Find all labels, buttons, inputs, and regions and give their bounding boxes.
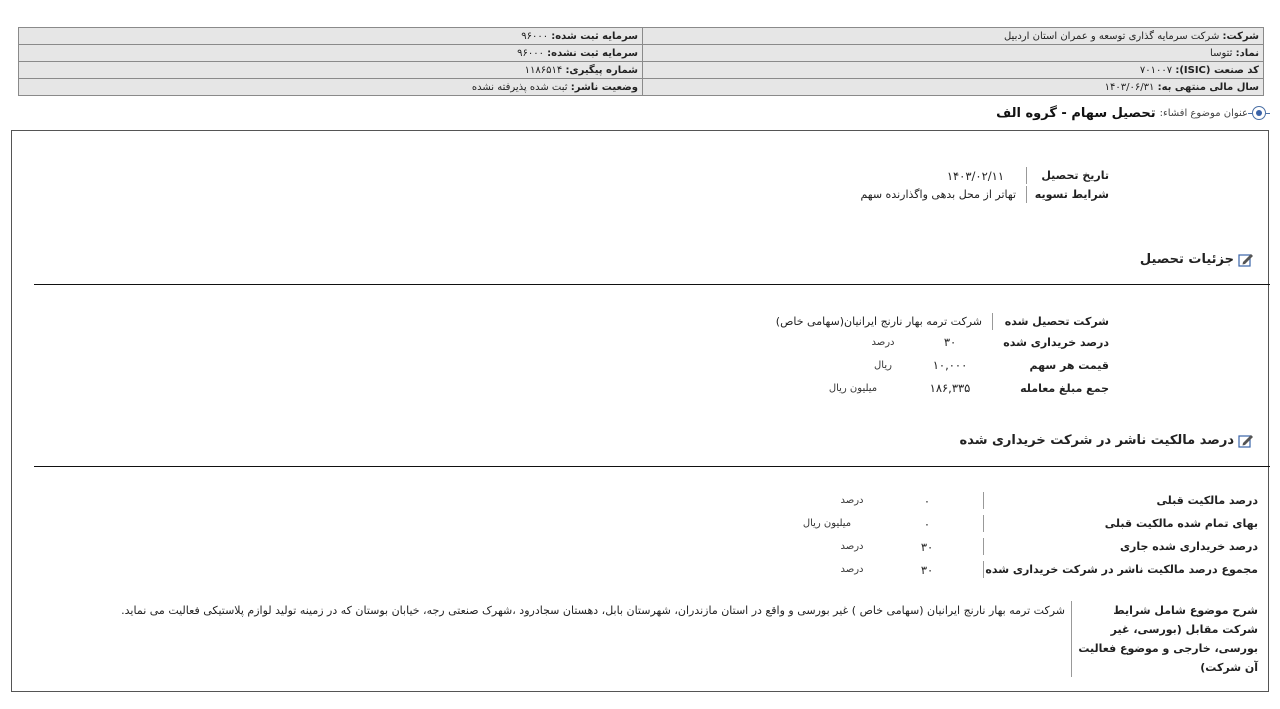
disclosure-box: [11, 130, 1269, 692]
symbol-value: ثتوسا: [1210, 47, 1233, 59]
tracking-cell: شماره پیگیری: ۱۱۸۶۵۱۴: [19, 62, 643, 79]
previous-cost-value: ۰: [923, 516, 931, 531]
previous-ownership-value: ۰: [923, 493, 931, 508]
subject-title: تحصیل سهام - گروه الف: [996, 105, 1156, 121]
divider: [34, 284, 1270, 285]
section-ownership-title: درصد مالکیت ناشر در شرکت خریداری شده: [959, 433, 1234, 448]
settlement-value: تهاتر از محل بدهی واگذارنده سهم: [860, 188, 1016, 201]
publisher-status-cell: وضعیت ناشر: ثبت شده پذیرفته نشده: [19, 79, 643, 96]
radio-bullet-icon: [1252, 106, 1266, 120]
acquired-company-row: شرکت تحصیل شده شرکت ترمه بهار نارنج ایرانیان(سهامی خاص): [775, 315, 1109, 328]
acquisition-date-row: [947, 167, 1109, 184]
fiscal-year-cell: سال مالی منتهی به: ۱۴۰۳/۰۶/۳۱: [643, 79, 1264, 96]
acquired-company-value: شرکت ترمه بهار نارنج ایرانیان(سهامی خاص): [775, 315, 982, 328]
total-amount-row: جمع مبلغ معامله ۱۸۶,۳۳۵ میلیون ریال: [828, 381, 1109, 395]
description-value: شرکت ترمه بهار نارنج ایرانیان (سهامی خاص ) غیر بورسی و واقع در استان مازندران، شهرستان بابل، دهستان سجادرود ،شهرک صنعتی رجه، خیابان بوستان که در زمینه تولید لوازم پلاستیکی فعالیت می نماید.: [121, 604, 1065, 617]
symbol-cell: نماد: ثتوسا: [643, 45, 1264, 62]
section-ownership: [960, 433, 1254, 448]
percent-purchased-row: درصد خریداری شده ۳۰ درصد: [871, 335, 1109, 349]
previous-cost-row: بهای تمام شده مالکیت قبلی ۰ میلیون ریال: [802, 516, 1258, 531]
counterparty-description: [25, 601, 1258, 677]
fiscal-year-value: ۱۴۰۳/۰۶/۳۱: [1104, 81, 1155, 93]
registered-capital-cell: سرمایه ثبت شده: ۹۶۰۰۰: [19, 28, 643, 45]
disclosure-subject: [996, 104, 1266, 122]
tracking-value: ۱۱۸۶۵۱۴: [524, 64, 563, 76]
share-price-row: قیمت هر سهم ۱۰,۰۰۰ ریال: [874, 358, 1109, 372]
edit-note-icon: [1238, 252, 1254, 267]
subject-label: عنوان موضوع افشاء:: [1159, 107, 1248, 119]
settlement-row: [860, 186, 1109, 203]
section-acquisition-details: [1140, 252, 1254, 267]
total-ownership-row: مجموع درصد مالکیت ناشر در شرکت خریداری شده ۳۰ درصد: [840, 562, 1258, 577]
total-amount-value: ۱۸۶,۳۳۵: [929, 381, 971, 395]
company-value: شرکت سرمایه گذاری توسعه و عمران استان اردبیل: [1003, 30, 1220, 42]
settlement-label: شرایط تسویه: [1034, 188, 1109, 201]
registered-capital-value: ۹۶۰۰۰: [521, 30, 549, 42]
acquisition-date-value: ۱۴۰۳/۰۲/۱۱: [946, 168, 1004, 183]
publisher-status-value: ثبت شده پذیرفته نشده: [471, 81, 568, 93]
previous-ownership-row: درصد مالکیت قبلی ۰ درصد: [840, 493, 1258, 508]
company-cell: شرکت: شرکت سرمایه گذاری توسعه و عمران استان اردبیل: [643, 28, 1264, 45]
description-label: شرح موضوع شامل شرایط شرکت مقابل (بورسی، غیر بورسی، خارجی و موضوع فعالیت آن شرکت): [1071, 601, 1258, 677]
unregistered-capital-cell: سرمایه ثبت نشده: ۹۶۰۰۰: [19, 45, 643, 62]
isic-value: ۷۰۱۰۰۷: [1139, 64, 1173, 76]
total-ownership-value: ۳۰: [920, 562, 934, 577]
current-purchase-row: درصد خریداری شده جاری ۳۰ درصد: [840, 539, 1258, 554]
unregistered-capital-value: ۹۶۰۰۰: [517, 47, 544, 59]
share-price-value: ۱۰,۰۰۰: [932, 358, 968, 372]
divider: [34, 466, 1270, 467]
current-purchase-value: ۳۰: [920, 539, 934, 554]
edit-note-icon: [1238, 433, 1254, 448]
acquisition-date-label: تاریخ تحصیل: [1041, 169, 1109, 182]
section-acquisition-details-title: جزئیات تحصیل: [1139, 252, 1234, 267]
header-table: [18, 27, 1264, 96]
isic-cell: کد صنعت (ISIC): ۷۰۱۰۰۷: [643, 62, 1264, 79]
percent-purchased-value: ۳۰: [943, 335, 957, 349]
